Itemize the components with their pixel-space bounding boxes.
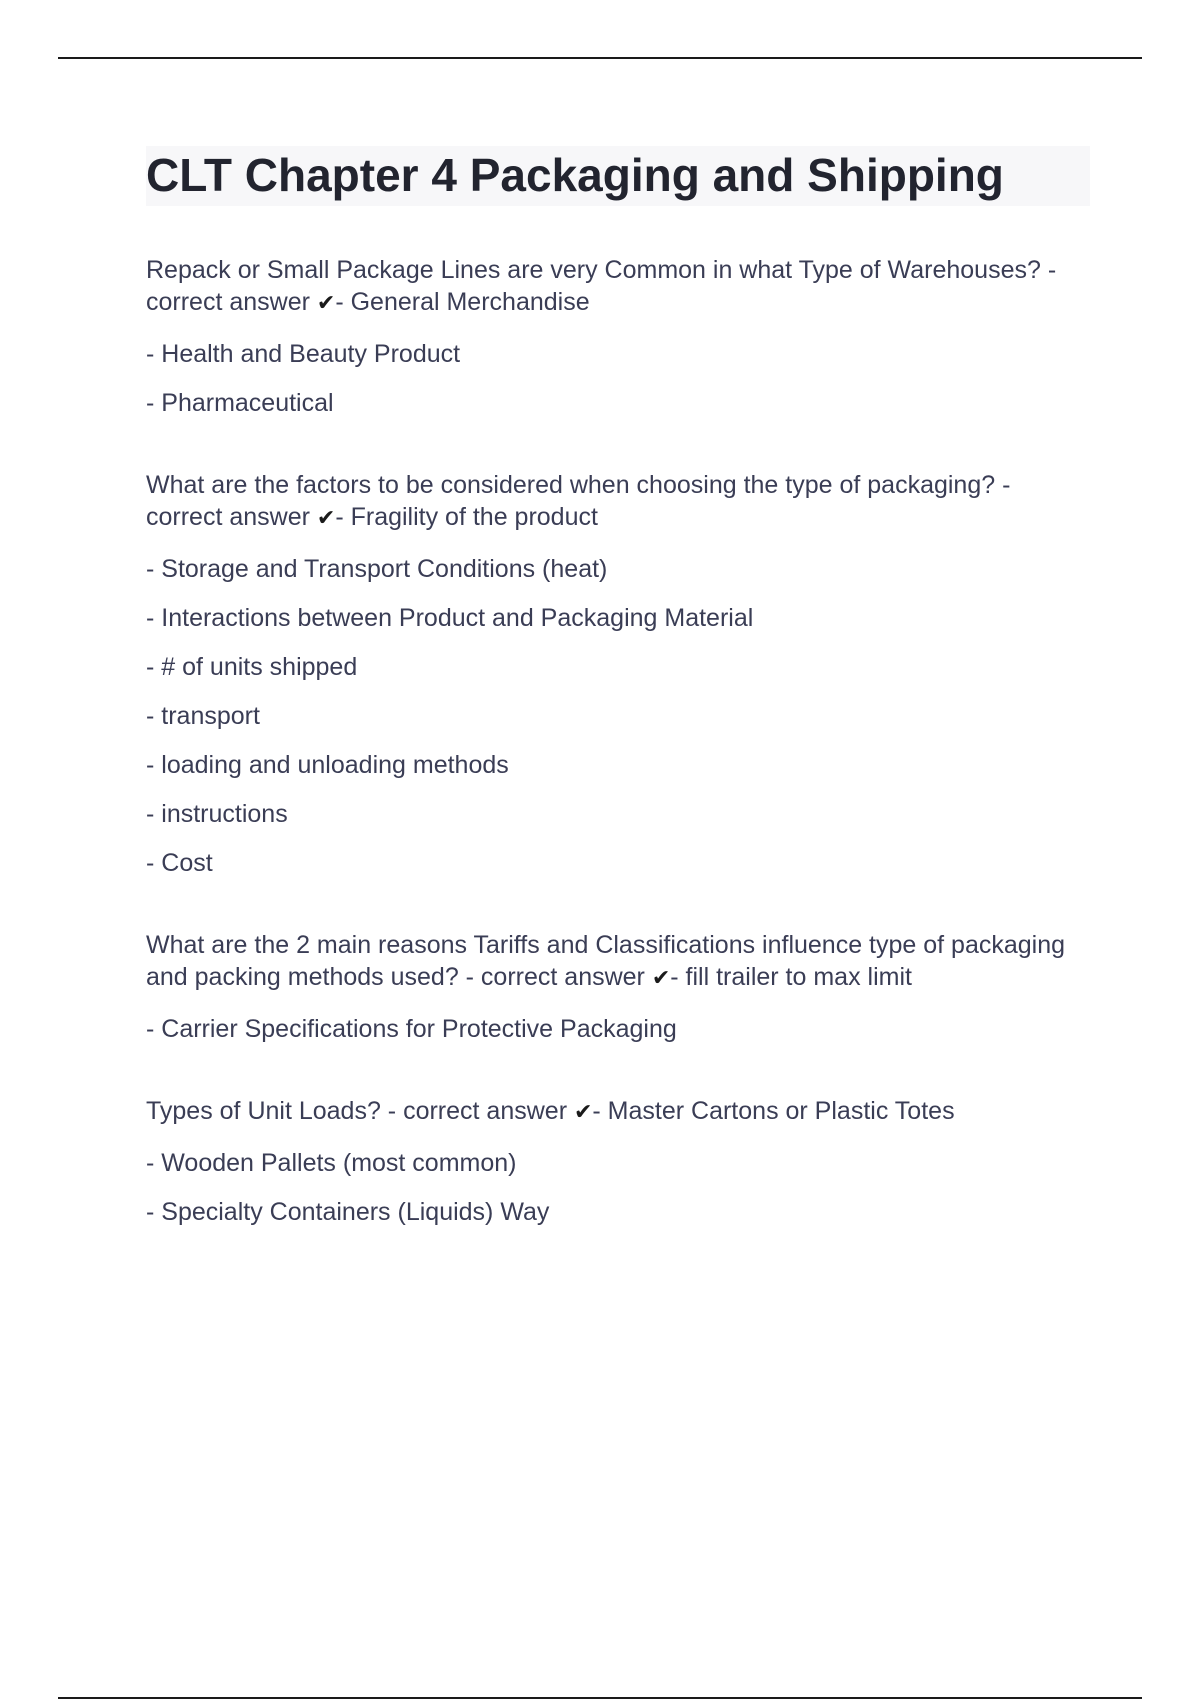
answer-line: - Carrier Specifications for Protective Packaging bbox=[146, 1015, 677, 1043]
answer-line: - Interactions between Product and Packaging Material bbox=[146, 604, 754, 632]
page-title: CLT Chapter 4 Packaging and Shipping bbox=[146, 146, 1090, 206]
checkmark-icon: ✔ bbox=[573, 1100, 593, 1125]
first-answer: - Fragility of the product bbox=[335, 503, 598, 531]
answer-line: - instructions bbox=[146, 800, 288, 828]
checkmark-icon: ✔ bbox=[316, 506, 336, 531]
first-answer: - General Merchandise bbox=[335, 288, 590, 316]
checkmark-icon: ✔ bbox=[651, 966, 671, 991]
question-text bbox=[146, 254, 1090, 320]
question-label: Repack or Small Package Lines are very Common in what Type of Warehouses? - correct answer bbox=[146, 256, 1057, 316]
qa-item bbox=[146, 254, 1090, 419]
qa-item bbox=[146, 1095, 1090, 1228]
question-label: What are the factors to be considered when choosing the type of packaging? - correct answer bbox=[146, 471, 1011, 531]
question-text bbox=[146, 1095, 1090, 1129]
answer-line: - Storage and Transport Conditions (heat) bbox=[146, 555, 608, 583]
qa-item bbox=[146, 929, 1090, 1045]
question-label: Types of Unit Loads? - correct answer bbox=[146, 1097, 574, 1125]
first-answer: - fill trailer to max limit bbox=[670, 963, 912, 991]
qa-list bbox=[146, 254, 1090, 1228]
answer-line: - Cost bbox=[146, 849, 213, 877]
answer-line: - Pharmaceutical bbox=[146, 389, 334, 417]
document-body bbox=[146, 146, 1090, 1245]
question-text bbox=[146, 469, 1090, 535]
answer-line: - Specialty Containers (Liquids) Way bbox=[146, 1198, 550, 1226]
bottom-rule bbox=[58, 1697, 1142, 1699]
answer-line: - Wooden Pallets (most common) bbox=[146, 1149, 517, 1177]
question-label: What are the 2 main reasons Tariffs and Classifications influence type of packaging and packing methods used? - correct answer bbox=[146, 931, 1066, 991]
first-answer: - Master Cartons or Plastic Totes bbox=[592, 1097, 955, 1125]
answer-line: - transport bbox=[146, 702, 260, 730]
question-text bbox=[146, 929, 1090, 995]
top-rule bbox=[58, 57, 1142, 59]
checkmark-icon: ✔ bbox=[316, 291, 336, 316]
qa-item bbox=[146, 469, 1090, 879]
answer-line: - loading and unloading methods bbox=[146, 751, 509, 779]
answer-line: - Health and Beauty Product bbox=[146, 340, 461, 368]
answer-line: - # of units shipped bbox=[146, 653, 358, 681]
